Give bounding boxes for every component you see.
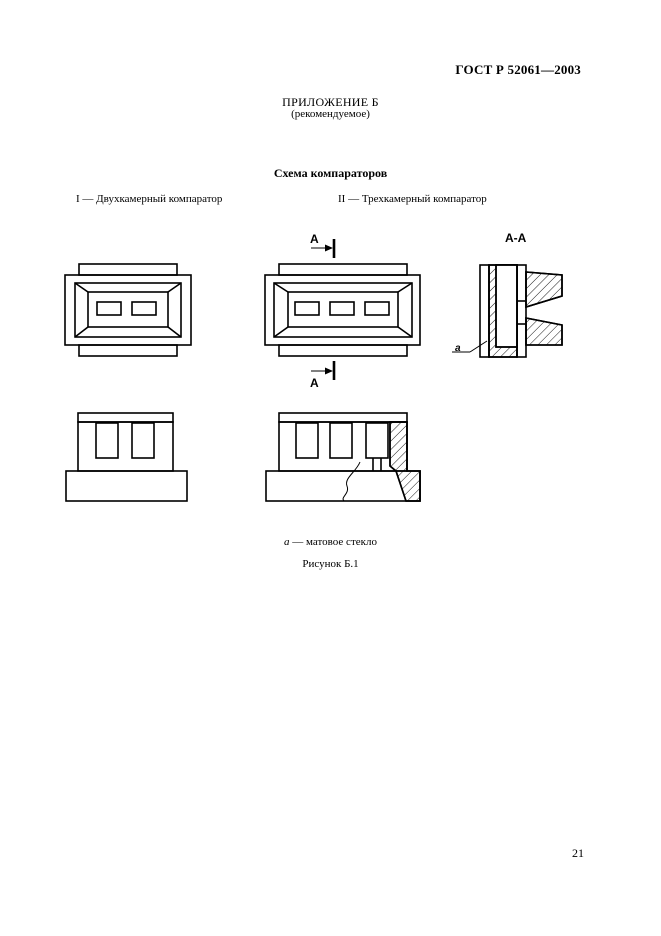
standard-number: ГОСТ Р 52061—2003 xyxy=(455,62,581,77)
legend-text: — матовое стекло xyxy=(289,536,377,548)
two-chamber-front-view xyxy=(66,413,187,501)
appendix-subtitle: (рекомендуемое) xyxy=(291,108,370,120)
caption-two-chamber: I — Двухкамерный компаратор xyxy=(76,193,223,205)
page-number: 21 xyxy=(572,846,584,860)
section-label: А-А xyxy=(505,231,527,245)
caption-three-chamber: II — Трехкамерный компаратор xyxy=(338,193,487,205)
section-mark-bottom: А xyxy=(310,376,319,390)
three-chamber-front-view xyxy=(266,413,420,501)
three-chamber-top-view xyxy=(265,264,420,356)
figure-caption: Рисунок Б.1 xyxy=(302,558,359,570)
scheme-title: Схема компараторов xyxy=(273,166,388,180)
glass-mark: а xyxy=(455,343,461,354)
two-chamber-top-view xyxy=(65,264,191,356)
legend-mark: а xyxy=(284,536,290,548)
legend xyxy=(0,536,661,548)
section-a-a-view xyxy=(452,265,562,357)
appendix-title: ПРИЛОЖЕНИЕ Б xyxy=(282,95,379,109)
section-mark-top: А xyxy=(310,232,319,246)
